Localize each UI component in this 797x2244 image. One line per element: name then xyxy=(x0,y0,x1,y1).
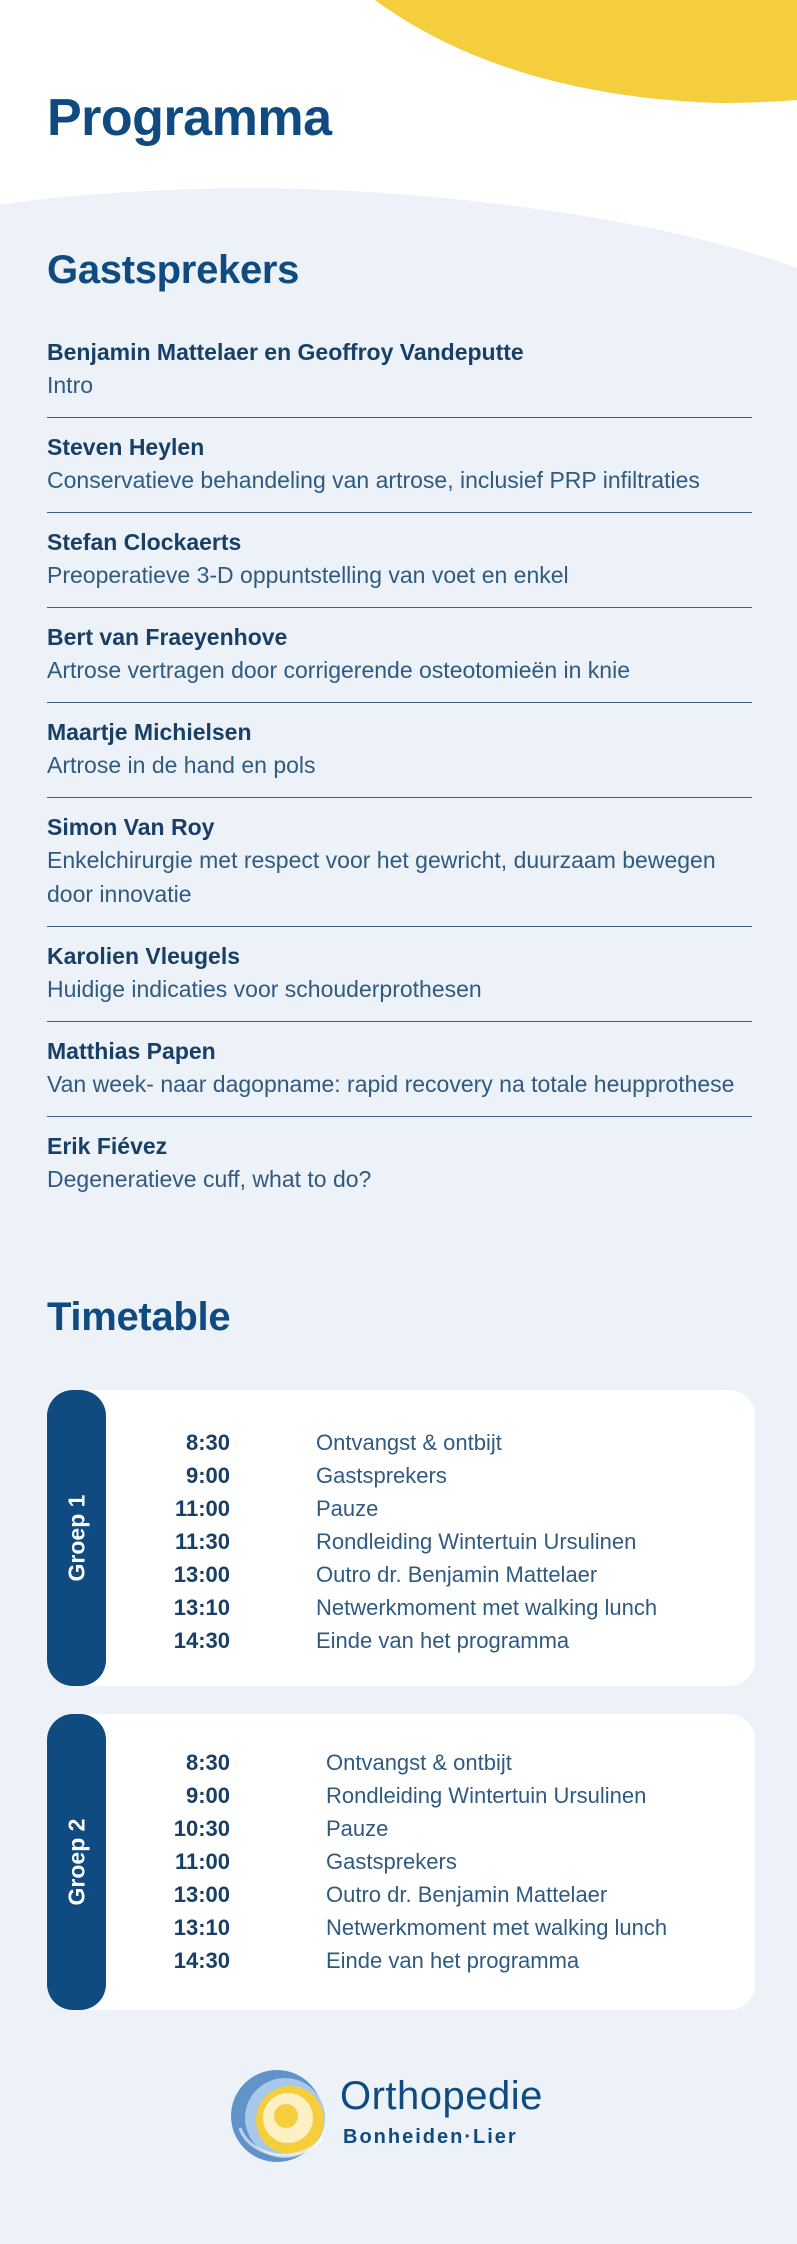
timetable-row xyxy=(47,1492,755,1525)
time-value: 13:00 xyxy=(173,1882,230,1907)
time-value: 13:00 xyxy=(173,1562,230,1587)
timetable-group-2 xyxy=(47,1714,755,2010)
timetable-row xyxy=(47,1746,755,1779)
speaker-topic: Intro xyxy=(47,372,94,398)
speaker-item xyxy=(47,716,752,798)
timetable-row xyxy=(47,1878,755,1911)
timetable-group-1 xyxy=(47,1390,755,1686)
timetable-row xyxy=(47,1525,755,1558)
speaker-item xyxy=(47,940,752,1022)
activity-label: Netwerkmoment met walking lunch xyxy=(326,1915,668,1940)
activity-label: Pauze xyxy=(316,1496,379,1521)
activity-label: Rondleiding Wintertuin Ursulinen xyxy=(326,1783,647,1808)
timetable-row xyxy=(47,1624,755,1657)
timetable-section-title: Timetable xyxy=(47,1295,231,1339)
speaker-name: Simon Van Roy xyxy=(47,814,215,840)
time-value: 9:00 xyxy=(185,1783,230,1808)
timetable-row xyxy=(47,1845,755,1878)
timetable-row xyxy=(47,1591,755,1624)
time-value: 11:00 xyxy=(174,1496,230,1521)
speaker-item xyxy=(47,621,752,703)
speaker-item xyxy=(47,1130,752,1211)
speaker-item xyxy=(47,336,752,418)
activity-label: Gastsprekers xyxy=(316,1463,447,1488)
speaker-name: Bert van Fraeyenhove xyxy=(47,624,288,650)
speaker-topic: Artrose vertragen door corrigerende osteotomieën in knie xyxy=(47,657,630,683)
orthopedie-logo-icon xyxy=(230,2068,330,2168)
speaker-name: Matthias Papen xyxy=(47,1038,216,1064)
speaker-topic: Artrose in de hand en pols xyxy=(47,752,316,778)
speaker-topic: Huidige indicaties voor schouderprothesen xyxy=(47,976,482,1002)
time-value: 9:00 xyxy=(185,1463,230,1488)
speaker-name: Maartje Michielsen xyxy=(47,719,252,745)
time-value: 11:00 xyxy=(174,1849,230,1874)
activity-label: Gastsprekers xyxy=(326,1849,457,1874)
timetable-row xyxy=(47,1426,755,1459)
timetable-row xyxy=(47,1558,755,1591)
time-value: 13:10 xyxy=(173,1595,230,1620)
logo-title: Orthopedie xyxy=(340,2074,543,2118)
speaker-item xyxy=(47,526,752,608)
activity-label: Einde van het programma xyxy=(316,1628,570,1653)
speaker-item xyxy=(47,1035,752,1117)
speaker-topic: Van week- naar dagopname: rapid recovery na totale heupprothese xyxy=(47,1071,735,1097)
time-value: 11:30 xyxy=(174,1529,230,1554)
time-value: 8:30 xyxy=(185,1430,230,1455)
page-title: Programma xyxy=(47,89,332,147)
group-1-label: Groep 1 xyxy=(63,1494,89,1582)
activity-label: Netwerkmoment met walking lunch xyxy=(316,1595,658,1620)
speaker-item xyxy=(47,811,752,927)
speaker-name: Stefan Clockaerts xyxy=(47,529,242,555)
timetable-row xyxy=(47,1459,755,1492)
timetable-row xyxy=(47,1944,755,1977)
activity-label: Einde van het programma xyxy=(326,1948,580,1973)
speaker-topic: Conservatieve behandeling van artrose, inclusief PRP infiltraties xyxy=(47,467,700,493)
speaker-name: Steven Heylen xyxy=(47,434,205,460)
activity-label: Pauze xyxy=(326,1816,389,1841)
speaker-topic: Preoperatieve 3-D oppuntstelling van voet en enkel xyxy=(47,562,569,588)
timetable-row xyxy=(47,1911,755,1944)
orthopedie-logo xyxy=(230,2068,570,2168)
speaker-topic: Degeneratieve cuff, what to do? xyxy=(47,1166,372,1192)
logo-subtitle: Bonheiden·Lier xyxy=(343,2126,518,2148)
time-value: 14:30 xyxy=(173,1948,230,1973)
time-value: 10:30 xyxy=(173,1816,230,1841)
speaker-name: Erik Fiévez xyxy=(47,1133,168,1159)
activity-label: Ontvangst & ontbijt xyxy=(326,1750,512,1775)
timetable-row xyxy=(47,1812,755,1845)
time-value: 8:30 xyxy=(185,1750,230,1775)
speaker-name: Benjamin Mattelaer en Geoffroy Vandeputte xyxy=(47,339,524,365)
activity-label: Rondleiding Wintertuin Ursulinen xyxy=(316,1529,637,1554)
timetable-row xyxy=(47,1779,755,1812)
speakers-section-title: Gastsprekers xyxy=(47,248,300,292)
time-value: 14:30 xyxy=(173,1628,230,1653)
speaker-topic: Enkelchirurgie met respect voor het gewricht, duurzaam bewegen door innovatie xyxy=(47,847,716,907)
speaker-name: Karolien Vleugels xyxy=(47,943,241,969)
activity-label: Outro dr. Benjamin Mattelaer xyxy=(326,1882,608,1907)
activity-label: Ontvangst & ontbijt xyxy=(316,1430,502,1455)
speaker-list xyxy=(47,336,752,1224)
group-2-label: Groep 2 xyxy=(63,1818,89,1906)
speaker-item xyxy=(47,431,752,513)
time-value: 13:10 xyxy=(173,1915,230,1940)
activity-label: Outro dr. Benjamin Mattelaer xyxy=(316,1562,598,1587)
